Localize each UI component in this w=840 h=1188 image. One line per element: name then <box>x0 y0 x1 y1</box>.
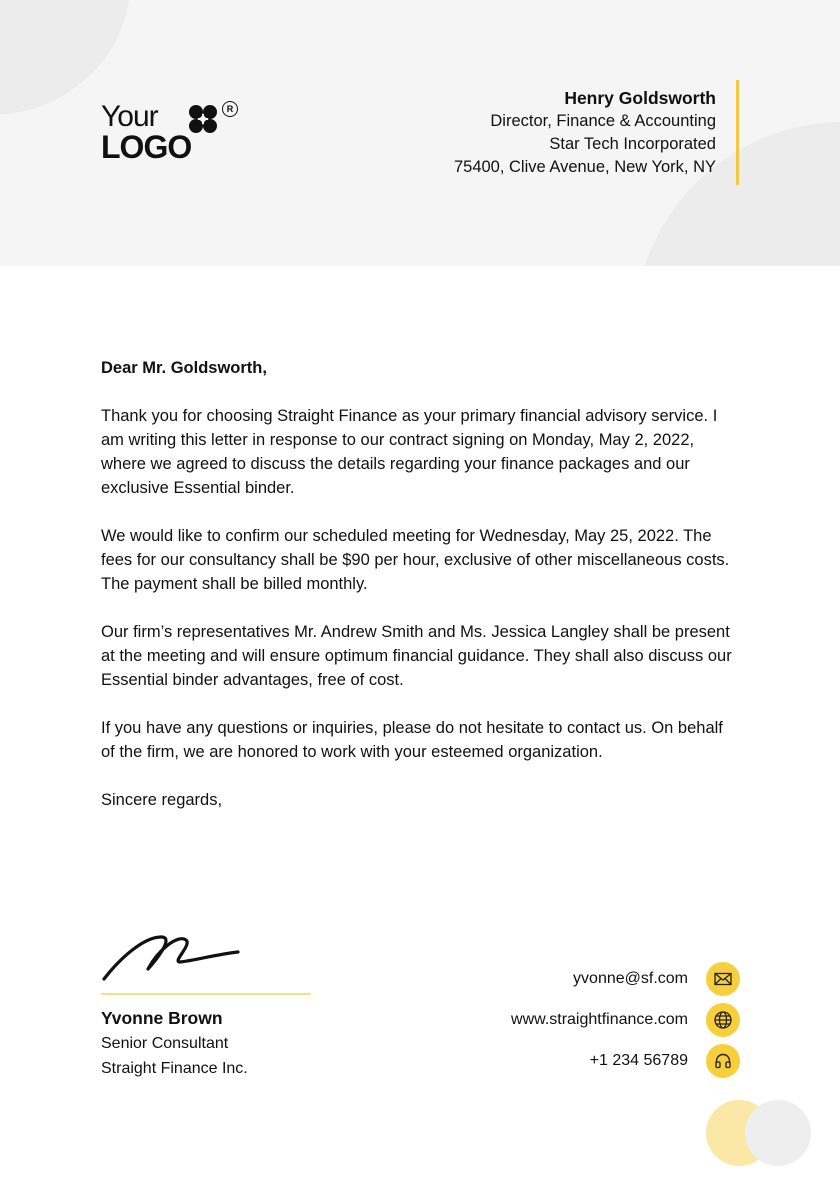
recipient-name: Henry Goldsworth <box>564 88 716 108</box>
website-text[interactable]: www.straightfinance.com <box>511 1011 688 1028</box>
sender-block <box>101 1005 248 1081</box>
closing: Sincere regards, <box>101 791 223 809</box>
salutation: Dear Mr. Goldsworth, <box>101 359 267 377</box>
decorative-circle <box>745 1100 811 1166</box>
recipient-address: 75400, Clive Avenue, New York, NY <box>453 158 716 176</box>
signature-line <box>101 993 311 995</box>
sender-company: Straight Finance Inc. <box>101 1060 248 1077</box>
contact-website <box>420 1003 740 1037</box>
contact-phone <box>420 1044 740 1078</box>
globe-icon <box>706 1003 740 1037</box>
sender-title: Senior Consultant <box>101 1035 229 1052</box>
paragraph: Thank you for choosing Straight Finance as your primary financial advisory service. I am writing this letter in response to our contract signing on Monday, May 2, 2022, where we agreed to discuss the details regarding your finance packages and our exclusive Essential binder. <box>101 407 718 497</box>
headset-icon <box>706 1044 740 1078</box>
logo-text-bottom: LOGO <box>101 129 192 165</box>
recipient-title: Director, Finance & Accounting <box>490 112 716 130</box>
registered-mark: R <box>222 101 238 117</box>
decorative-circle <box>0 0 130 115</box>
letter-body <box>101 356 741 836</box>
paragraph: We would like to confirm our scheduled meeting for Wednesday, May 25, 2022. The fees for our consultancy shall be $90 per hour, exclusive of other miscellaneous costs. The payment shall be billed monthly. <box>101 527 730 593</box>
envelope-icon <box>706 962 740 996</box>
logo-text-top: Your <box>101 100 158 133</box>
phone-text[interactable]: +1 234 56789 <box>589 1052 688 1069</box>
sender-name: Yvonne Brown <box>101 1008 223 1028</box>
clover-icon <box>188 104 218 134</box>
recipient-company: Star Tech Incorporated <box>549 135 716 153</box>
paragraph: If you have any questions or inquiries, please do not hesitate to contact us. On behalf of the firm, we are honored to work with your esteemed organization. <box>101 719 723 761</box>
signature-image <box>100 928 245 984</box>
contact-email <box>420 962 740 996</box>
recipient-block <box>454 86 716 179</box>
header-band <box>0 0 840 266</box>
company-logo <box>101 100 241 164</box>
email-text[interactable]: yvonne@sf.com <box>573 970 688 987</box>
paragraph: Our firm’s representatives Mr. Andrew Smith and Ms. Jessica Langley shall be present at the meeting and will ensure optimum financial guidance. They shall also discuss our Essential binder advantages, free of cost. <box>101 623 732 689</box>
accent-bar <box>736 80 739 185</box>
